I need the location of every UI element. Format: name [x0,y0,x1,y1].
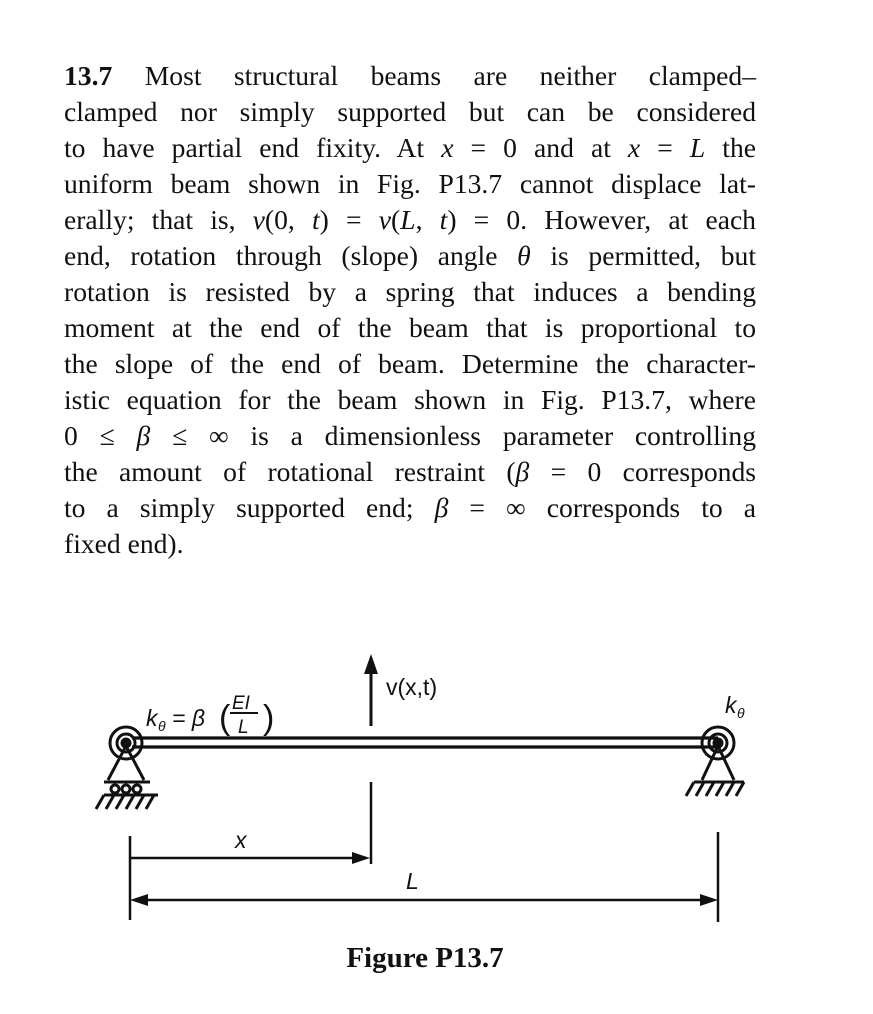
text-segment: = 0 corresponds [529,456,757,487]
text-segment: ( [391,204,401,235]
text-segment: ) = 0. However, at each [447,204,756,235]
figure-caption: Figure P13.7 [346,942,504,974]
text-segment: is permitted, but [530,240,756,271]
text-segment: ) = [319,204,379,235]
text-segment: = [640,132,690,163]
right-spring-label [725,692,745,721]
problem-line [64,130,756,166]
text-segment: erally; that is, [64,204,253,235]
deflection-label: v(x,t) [386,674,438,700]
left-pin-support [96,746,158,809]
problem-line [64,166,756,202]
length-dimension [140,832,718,922]
text-segment: istic equation for the beam shown in Fig. P13.7, where [64,384,756,415]
math-symbol: L [400,204,416,235]
problem-line [64,418,756,454]
problem-line [64,310,756,346]
math-symbol: θ [517,240,531,271]
svg-text:EI: EI [232,693,250,714]
math-symbol: β [434,492,449,523]
right-rotational-spring [702,727,734,759]
problem-line [64,94,756,130]
math-symbol: x [441,132,454,163]
problem-line [64,238,756,274]
text-segment: moment at the end of the beam that is proportional to [64,312,756,343]
text-segment: clamped nor simply supported but can be considered [64,96,756,127]
math-symbol: β [515,456,530,487]
problem-line [64,346,756,382]
problem-statement [64,58,756,562]
svg-text:k: k [146,705,158,731]
text-segment: uniform beam shown in Fig. P13.7 cannot displace lat- [64,168,756,199]
problem-number: 13.7 [64,60,113,91]
text-segment: , [415,204,440,235]
svg-text:= β: = β [172,705,205,731]
text-segment: (0, [264,204,312,235]
math-symbol: β [136,420,151,451]
length-right-arrowhead [700,894,718,906]
svg-text:(: ( [219,699,231,737]
math-symbol: v [378,204,391,235]
math-symbol: L [689,132,706,163]
problem-line [64,382,756,418]
problem-line [64,58,756,94]
svg-text:k: k [725,692,737,718]
text-segment: the slope of the end of beam. Determine the character- [64,348,756,379]
text-segment: to a simply supported end; [64,492,435,523]
svg-text:θ: θ [737,705,745,721]
beam [132,738,718,747]
length-left-arrowhead [130,894,148,906]
svg-text:): ) [263,699,275,737]
math-symbol: t [439,204,448,235]
text-segment: the amount of rotational restraint ( [64,456,516,487]
text-segment: Most structural beams are neither clamped– [144,60,756,91]
x-dimension-label: x [235,827,247,853]
svg-text:θ: θ [158,718,166,734]
text-segment: ≤ ∞ is a dimensionless parameter controlling [150,420,757,451]
text-segment: end, rotation through (slope) angle [64,240,518,271]
problem-line [64,526,756,562]
text-segment: fixed end). [64,528,184,559]
problem-line [64,274,756,310]
problem-line [64,202,756,238]
length-dimension-label: L [406,868,419,894]
x-dimension-arrowhead [352,852,370,864]
text-segment: = 0 and at [453,132,628,163]
text-segment: the [705,132,757,163]
math-symbol: t [311,204,320,235]
deflection-arrow [364,654,378,726]
problem-line [64,490,756,526]
right-pin-support [686,746,744,796]
text-segment: 0 ≤ [64,420,137,451]
math-symbol: x [627,132,641,163]
left-spring-label [146,693,274,738]
text-segment: rotation is resisted by a spring that induces a bending [64,276,756,307]
text-segment: to have partial end fixity. At [64,132,442,163]
left-rotational-spring [110,727,142,759]
text-segment: = ∞ corresponds to a [448,492,756,523]
svg-text:L: L [238,717,249,738]
math-symbol: v [252,204,265,235]
problem-line [64,454,756,490]
